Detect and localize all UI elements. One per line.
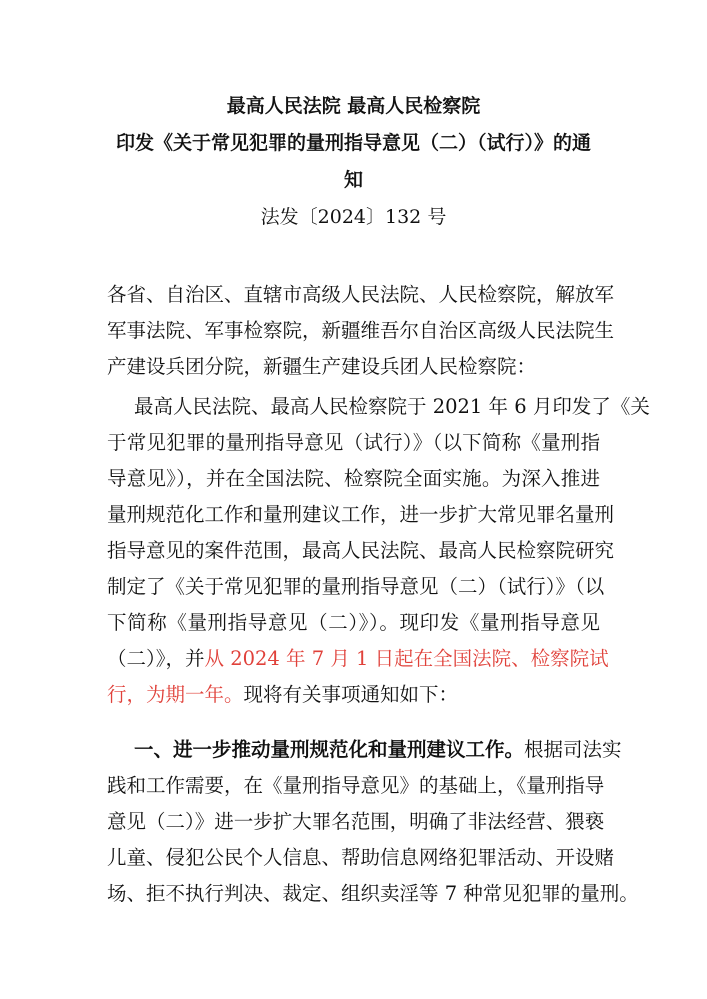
- paragraph-line: 导意见》），并在全国法院、检察院全面实施。为深入推进: [107, 467, 600, 490]
- paragraph-line: [107, 682, 600, 708]
- document-number: 法发〔2024〕132 号: [260, 206, 447, 228]
- paragraph-line: 指导意见的案件范围，最高人民法院、最高人民检察院研究: [107, 539, 615, 562]
- addressee-line: 各省、自治区、直辖市高级人民法院、人民检察院，解放军: [107, 283, 615, 306]
- title-main: 印发《关于常见犯罪的量刑指导意见（二）（试行）》的通: [115, 132, 591, 154]
- paragraph-line: [107, 646, 609, 672]
- section-line: [134, 737, 622, 763]
- section-line: 儿童、侵犯公民个人信息、帮助信息网络犯罪活动、开设赌: [107, 846, 615, 869]
- section-heading: 一、进一步推动量刑规范化和量刑建议工作。: [134, 738, 525, 761]
- section-line: 场、拒不执行判决、裁定、组织卖淫等 7 种常见犯罪的量刑。: [107, 882, 639, 905]
- highlighted-trial-period: 行，为期一年。: [107, 683, 244, 706]
- paragraph-text: 现将有关事项通知如下：: [243, 683, 459, 706]
- paragraph-text: （二）》，并: [107, 647, 205, 670]
- paragraph-line: 于常见犯罪的量刑指导意见（试行）》（以下简称《量刑指: [107, 431, 600, 454]
- paragraph-line: 量刑规范化工作和量刑建议工作，进一步扩大常见罪名量刑: [107, 503, 615, 526]
- section-text: 根据司法实: [524, 738, 622, 761]
- addressee-line: 军事法院、军事检察院，新疆维吾尔自治区高级人民法院生: [107, 319, 615, 342]
- addressee-line: 产建设兵团分院，新疆生产建设兵团人民检察院：: [107, 355, 537, 378]
- highlighted-effective-date: 从 2024 年 7 月 1 日起在全国法院、检察院试: [204, 647, 609, 670]
- paragraph-line: 最高人民法院、最高人民检察院于 2021 年 6 月印发了《关: [134, 395, 650, 418]
- title-issuers: 最高人民法院 最高人民检察院: [226, 95, 481, 117]
- paragraph-line: 制定了《关于常见犯罪的量刑指导意见（二）（试行）》（以: [107, 575, 605, 598]
- title-main-continued: 知: [343, 169, 363, 191]
- section-line: 践和工作需要，在《量刑指导意见》的基础上，《量刑指导: [107, 774, 605, 797]
- paragraph-line: 下简称《量刑指导意见（二）》）。现印发《量刑指导意见: [107, 611, 600, 634]
- section-line: 意见（二）》进一步扩大罪名范围，明确了非法经营、猥亵: [107, 810, 605, 833]
